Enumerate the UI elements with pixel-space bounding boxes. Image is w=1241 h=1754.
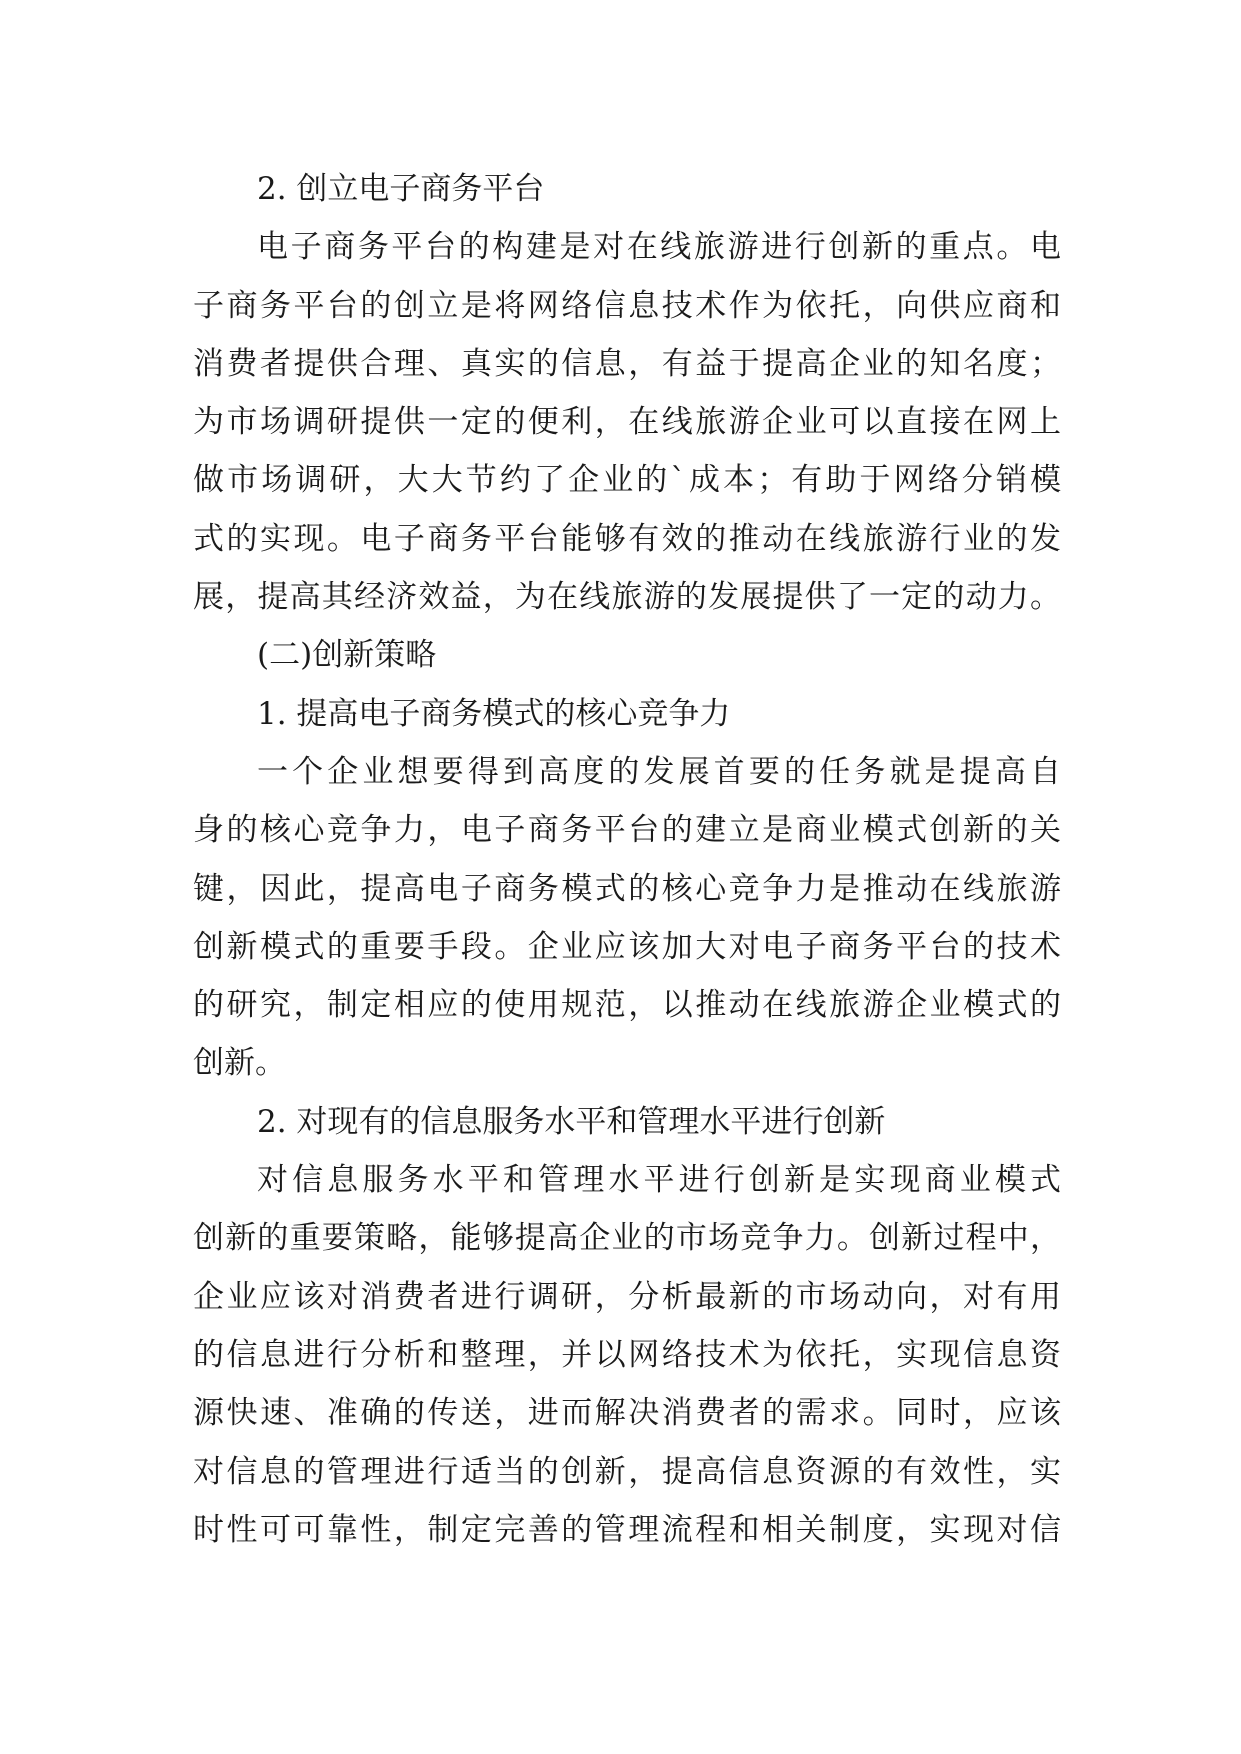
text-line: 电子商务平台的构建是对在线旅游进行创新的重点。电 bbox=[257, 229, 1061, 266]
text-line: 创新的重要策略，能够提高企业的市场竞争力。创新过程中， bbox=[193, 1220, 1061, 1257]
text-line: 对信息服务水平和管理水平进行创新是实现商业模式 bbox=[257, 1162, 1061, 1199]
text-line: 的信息进行分析和整理，并以网络技术为依托，实现信息资 bbox=[193, 1336, 1061, 1373]
heading-create-ecommerce-platform: 2. 创立电子商务平台 bbox=[257, 171, 545, 207]
heading-information-service-innovation: 2. 对现有的信息服务水平和管理水平进行创新 bbox=[257, 1103, 886, 1140]
text-line: 创新。 bbox=[193, 1045, 286, 1082]
text-line: 消费者提供合理、真实的信息，有益于提高企业的知名度； bbox=[193, 345, 1061, 382]
heading-innovation-strategy: (二)创新策略 bbox=[257, 637, 437, 674]
text-line: 做市场调研，大大节约了企业的`成本；有助于网络分销模 bbox=[193, 462, 1061, 499]
text-line: 源快速、准确的传送，进而解决消费者的需求。同时，应该 bbox=[193, 1395, 1061, 1432]
text-line: 身的核心竞争力，电子商务平台的建立是商业模式创新的关 bbox=[193, 812, 1061, 849]
heading-core-competitiveness: 1. 提高电子商务模式的核心竞争力 bbox=[257, 695, 731, 732]
text-line: 的研究，制定相应的使用规范，以推动在线旅游企业模式的 bbox=[193, 987, 1061, 1024]
text-line: 式的实现。电子商务平台能够有效的推动在线旅游行业的发 bbox=[193, 520, 1061, 557]
text-line: 展，提高其经济效益，为在线旅游的发展提供了一定的动力。 bbox=[193, 579, 1061, 616]
text-line: 对信息的管理进行适当的创新，提高信息资源的有效性，实 bbox=[193, 1453, 1061, 1490]
text-line: 企业应该对消费者进行调研，分析最新的市场动向，对有用 bbox=[193, 1278, 1061, 1315]
text-line: 子商务平台的创立是将网络信息技术作为依托，向供应商和 bbox=[193, 287, 1061, 324]
text-line: 为市场调研提供一定的便利，在线旅游企业可以直接在网上 bbox=[193, 404, 1061, 441]
text-line: 时性可可靠性，制定完善的管理流程和相关制度，实现对信 bbox=[193, 1511, 1061, 1548]
document-body bbox=[193, 160, 1061, 1559]
text-line: 一个企业想要得到高度的发展首要的任务就是提高自 bbox=[257, 753, 1061, 790]
text-line: 键，因此，提高电子商务模式的核心竞争力是推动在线旅游 bbox=[193, 870, 1061, 907]
text-line: 创新模式的重要手段。企业应该加大对电子商务平台的技术 bbox=[193, 928, 1061, 965]
